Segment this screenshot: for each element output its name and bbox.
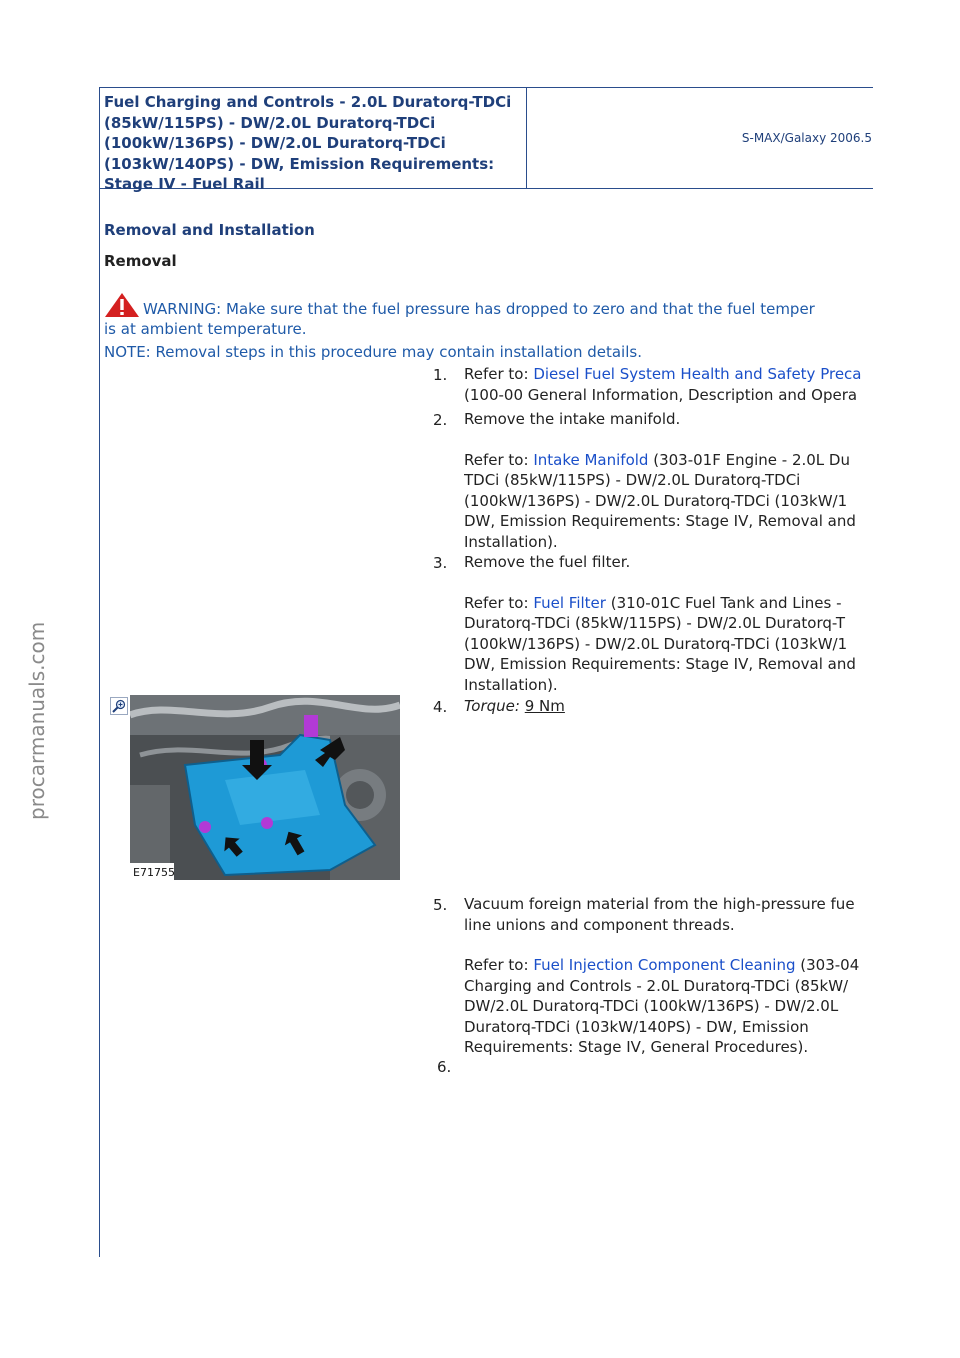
model-label: S-MAX/Galaxy 2006.5 (741, 131, 872, 145)
warning-text: WARNING: Make sure that the fuel pressure has dropped to zero and that the fuel temper (143, 300, 815, 318)
side-watermark (22, 520, 52, 820)
step-1-link[interactable]: Diesel Fuel System Health and Safety Preca (533, 365, 862, 383)
step-3-text: Remove the fuel filter. (464, 553, 631, 571)
step-5-text: Vacuum foreign material from the high-pressure fue (464, 895, 855, 913)
refer-label: Refer to: (464, 956, 529, 974)
step-2-number: 2. (433, 411, 448, 429)
step-1-number: 1. (433, 366, 448, 384)
step-5-ref-line: Charging and Controls - 2.0L Duratorq-TDCi (85kW/ (464, 976, 849, 995)
figure-id: E71755 (133, 866, 175, 879)
header-top-rule (99, 87, 873, 88)
watermark-text: procarmanuals.com (25, 621, 49, 820)
step-3-link[interactable]: Fuel Filter (533, 593, 606, 612)
step-2-link[interactable]: Intake Manifold (533, 450, 649, 469)
step-5-ref-line: Duratorq-TDCi (103kW/140PS) - DW, Emission (464, 1017, 809, 1036)
step-5-number: 5. (433, 896, 448, 914)
step-5-ref-line: DW/2.0L Duratorq-TDCi (100kW/136PS) - DW/2.0L (464, 997, 839, 1015)
refer-label: Refer to: (464, 365, 529, 383)
refer-label: Refer to: (464, 593, 529, 612)
step-3 (464, 552, 872, 695)
step-4-number: 4. (433, 698, 448, 716)
step-2-ref-line: Installation). (464, 532, 558, 551)
step-5-ref-line: Requirements: Stage IV, General Procedures). (464, 1038, 809, 1056)
step-2 (464, 409, 872, 552)
warning-block (104, 292, 872, 339)
step-3-ref-text: (310-01C Fuel Tank and Lines - (610, 593, 842, 612)
left-border (99, 87, 100, 1257)
step-2-ref-line: (100kW/136PS) - DW/2.0L Duratorq-TDCi (103kW/1 (464, 491, 848, 510)
step-5-link[interactable]: Fuel Injection Component Cleaning (533, 956, 796, 974)
step-2-ref-line: DW, Emission Requirements: Stage IV, Removal and (464, 512, 856, 530)
step-1 (464, 364, 872, 405)
engine-illustration (130, 695, 400, 880)
torque-value: 9 Nm (524, 697, 565, 715)
step-3-ref-line: Duratorq-TDCi (85kW/115PS) - DW/2.0L Duratorq-T (464, 614, 846, 632)
step-6-number: 6. (437, 1058, 452, 1076)
step-1-line-2: (100-00 General Information, Description and Opera (464, 385, 858, 404)
note-text: NOTE: Removal steps in this procedure may contain installation details. (104, 343, 642, 361)
step-5 (464, 894, 872, 1058)
torque-label: Torque: (464, 697, 520, 715)
header-divider (526, 87, 527, 189)
subsection-title: Removal (104, 252, 177, 270)
page-title: Fuel Charging and Controls - 2.0L Duratorq-TDCi (85kW/115PS) - DW/2.0L Duratorq-TDCi (100kW/136PS) - DW/2.0L Duratorq-TDCi (103kW/140PS) - DW, Emission Requirements: Stage IV - Fuel Rail (104, 93, 512, 193)
step-3-ref-line: DW, Emission Requirements: Stage IV, Removal and (464, 655, 856, 673)
refer-label: Refer to: (464, 450, 529, 469)
step-3-ref-line: (100kW/136PS) - DW/2.0L Duratorq-TDCi (103kW/1 (464, 634, 848, 653)
step-5-ref-text: (303-04 (800, 956, 860, 974)
section-title: Removal and Installation (104, 221, 315, 239)
warning-text-2: is at ambient temperature. (104, 320, 307, 338)
step-3-ref-line: Installation). (464, 675, 558, 694)
step-2-ref-line: TDCi (85kW/115PS) - DW/2.0L Duratorq-TDCi (464, 471, 801, 489)
zoom-icon[interactable] (110, 697, 128, 715)
step-2-ref-text: (303-01F Engine - 2.0L Du (653, 450, 850, 469)
step-4 (464, 696, 872, 717)
step-3-number: 3. (433, 554, 448, 572)
component-figure (130, 695, 400, 880)
step-5-text-2: line unions and component threads. (464, 915, 735, 934)
warning-icon (104, 292, 140, 318)
step-2-text: Remove the intake manifold. (464, 410, 681, 428)
